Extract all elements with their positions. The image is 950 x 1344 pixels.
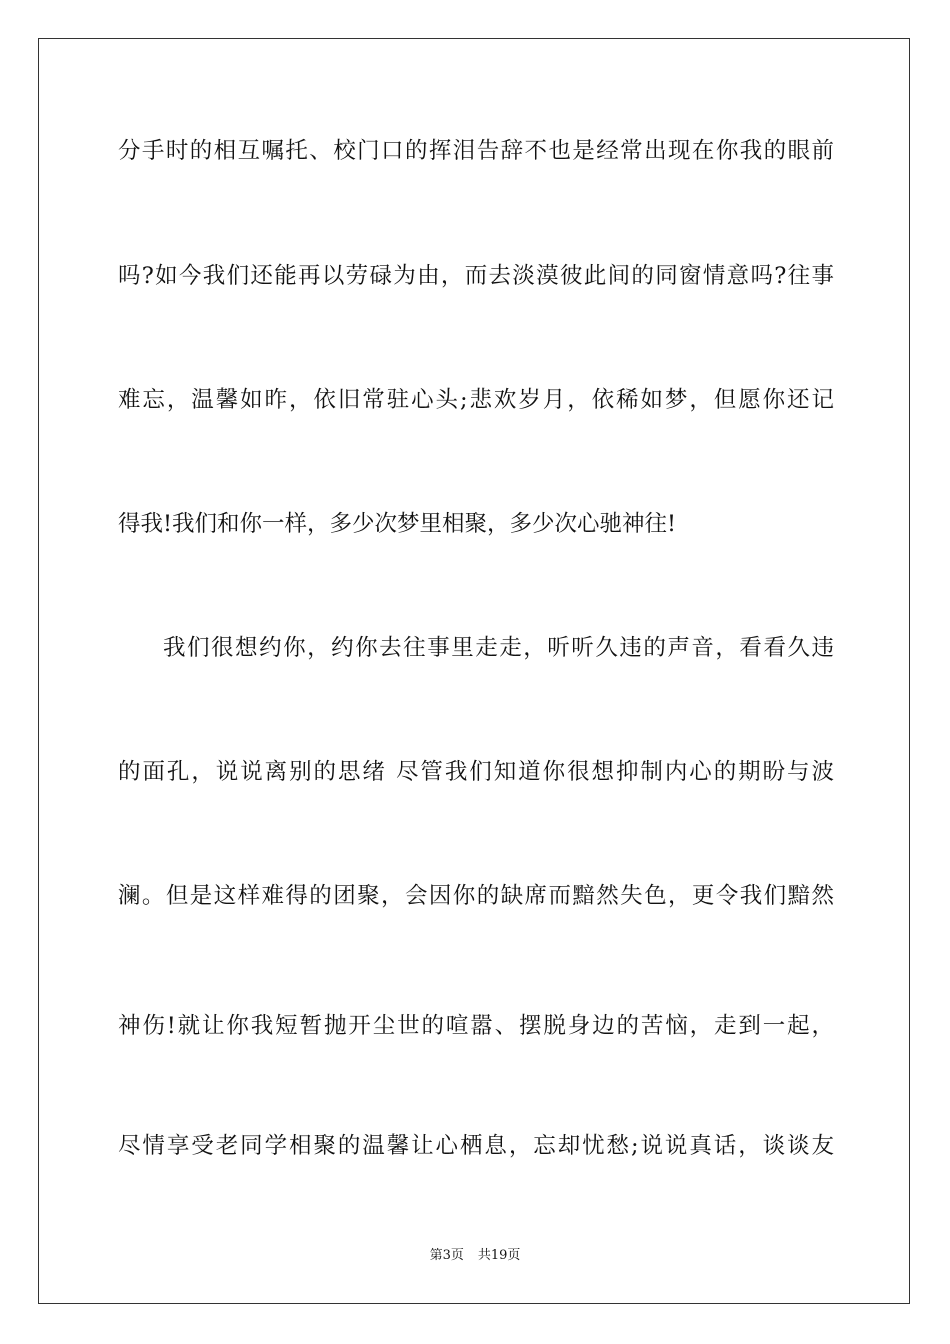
- paragraph-line: 我们很想约你，约你去往事里走走，听听久违的声音，看看久违: [163, 635, 834, 661]
- page-number: 第3页: [429, 1248, 464, 1263]
- paragraph-line: 吗?如今我们还能再以劳碌为由，而去淡漠彼此间的同窗情意吗?往事: [118, 263, 834, 289]
- paragraph-line: 尽情享受老同学相聚的温馨让心栖息，忘却忧愁;说说真话，谈谈友: [118, 1133, 834, 1159]
- paragraph-line: 的面孔，说说离别的思绪 尽管我们知道你很想抑制内心的期盼与波: [118, 759, 834, 785]
- page-total: 共19页: [477, 1248, 521, 1263]
- paragraph-line: 澜。但是这样难得的团聚，会因你的缺席而黯然失色，更令我们黯然: [118, 883, 834, 909]
- paragraph-line: 得我!我们和你一样，多少次梦里相聚，多少次心驰神往!: [118, 511, 677, 537]
- paragraph-line: 分手时的相互嘱托、校门口的挥泪告辞不也是经常出现在你我的眼前: [118, 138, 834, 164]
- paragraph-line: 神伤!就让你我短暂抛开尘世的喧嚣、摆脱身边的苦恼，走到一起，: [118, 1013, 834, 1039]
- paragraph-line: 难忘，温馨如昨，依旧常驻心头;悲欢岁月，依稀如梦，但愿你还记: [118, 387, 834, 413]
- page-footer: [0, 1248, 950, 1264]
- page-border: [38, 38, 910, 1304]
